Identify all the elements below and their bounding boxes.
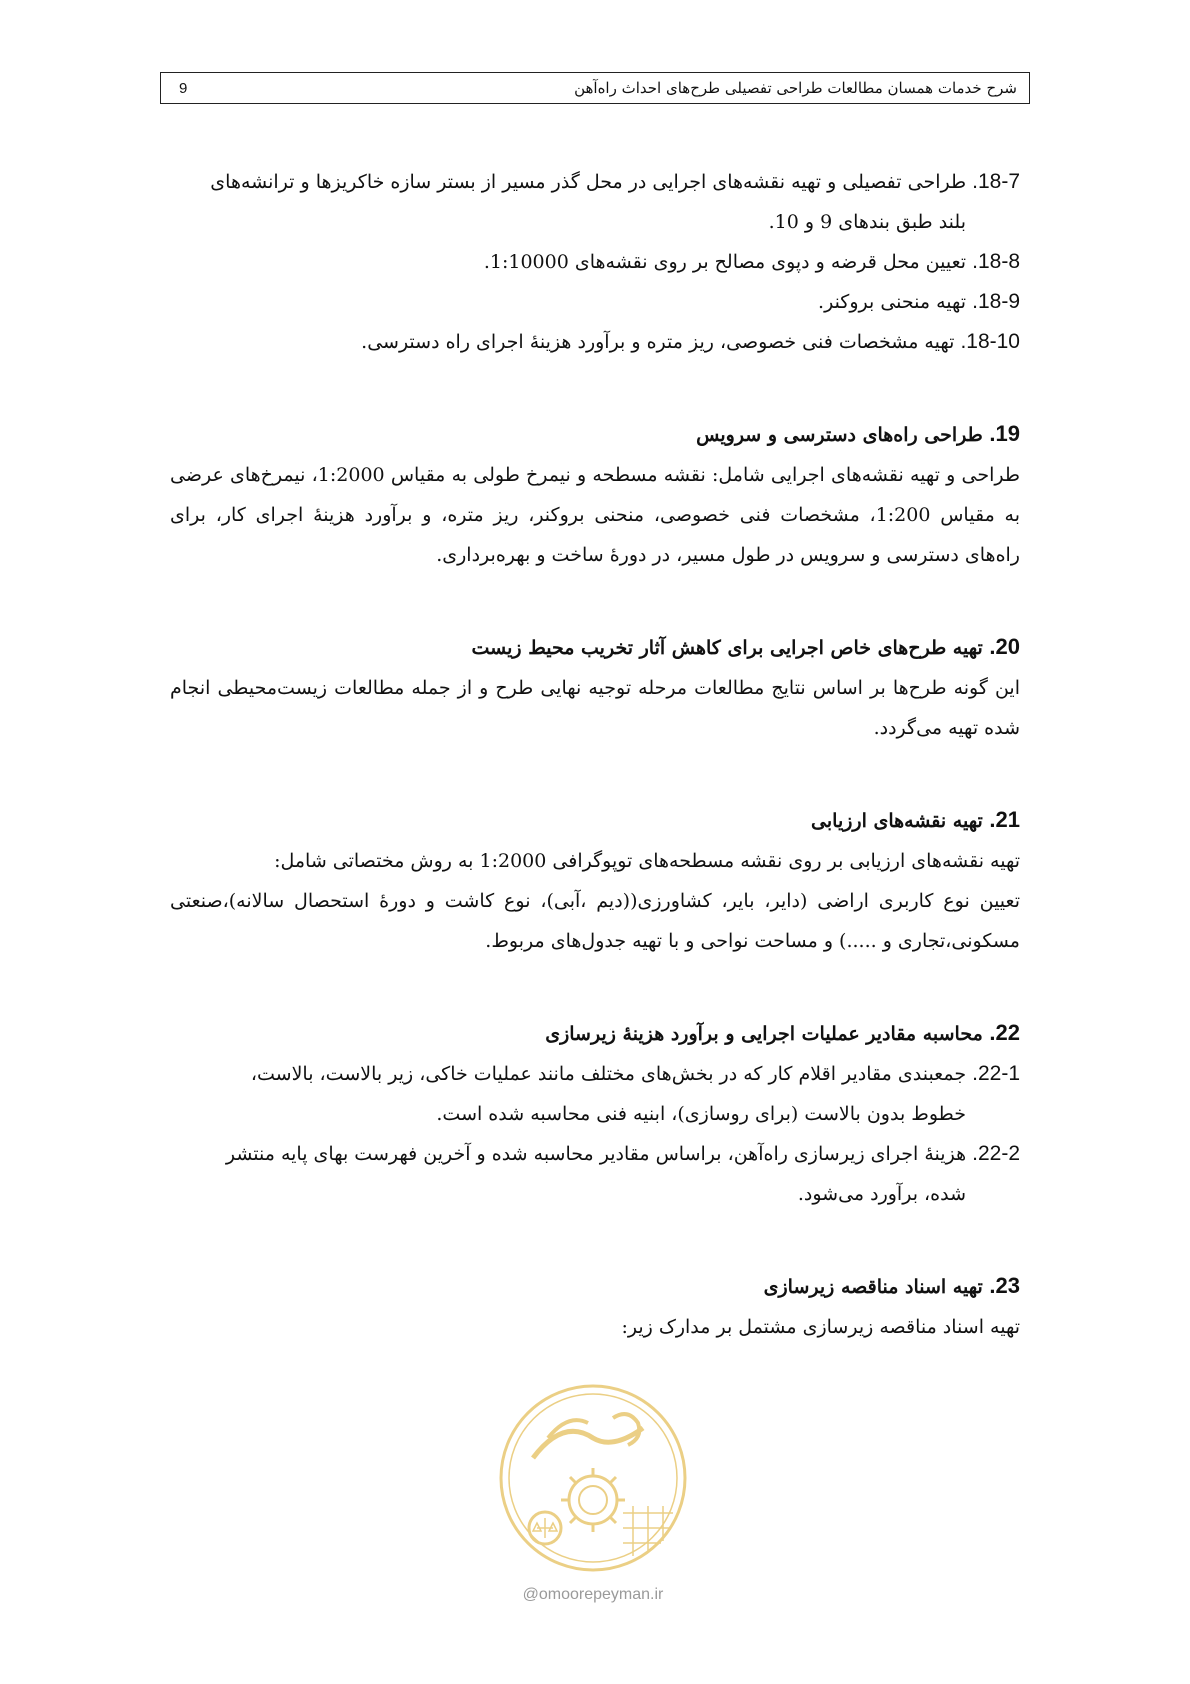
list-item-18-7: 18-7. طراحی تفصیلی و تهیه نقشه‌های اجرایی در محل گذر مسیر از بستر سازه خاکریزها و ترانشه‌های بلند طبق بندهای 9 و 10.: [210, 170, 1020, 233]
list-item-22-2: 22-2. هزینۀ اجرای زیرسازی راه‌آهن، براساس مقادیر محاسبه شده و آخرین فهرست بهای پایه منتشر شده، برآورد می‌شود.: [225, 1142, 1020, 1205]
section-21-body-detail: تعیین نوع کاربری اراضی (دایر، بایر، کشاورزی((دیم ،آبی)، نوع کاشت و دورۀ استحصال سالانه)،صنعتی مسکونی،تجاری و .....) و مساحت نواحی و با تهیه جدول‌های مربوط.: [170, 890, 1020, 952]
list-item-18-8: 18-8. تعیین محل قرضه و دپوی مصالح بر روی نقشه‌های 1:10000.: [483, 250, 1020, 273]
section-22-heading: 22. محاسبه مقادیر عملیات اجرایی و برآورد هزینۀ زیرسازی: [545, 1020, 1020, 1045]
page-header: [160, 72, 1030, 104]
list-item-18-10: 18-10. تهیه مشخصات فنی خصوصی، ریز متره و برآورد هزینۀ اجرای راه دسترسی.: [361, 330, 1020, 353]
section-19-heading: 19. طراحی راه‌های دسترسی و سرویس: [696, 421, 1020, 446]
page-number: 9: [179, 79, 188, 97]
section-20-body: این گونه طرح‌ها بر اساس نتایج مطالعات مرحله توجیه نهایی طرح و از جمله مطالعات زیست‌محیطی انجام شده تهیه می‌گردد.: [170, 677, 1020, 739]
section-21-body-intro: تهیه نقشه‌های ارزیابی بر روی نقشه مسطحه‌های توپوگرافی 1:2000 به روش مختصاتی شامل:: [274, 850, 1020, 872]
section-19-body: طراحی و تهیه نقشه‌های اجرایی شامل: نقشه مسطحه و نیمرخ طولی به مقیاس 1:2000، نیمرخ‌های عرضی به مقیاس 1:200، مشخصات فنی خصوصی، منحنی بروکنر، ریز متره، و برآورد هزینۀ اجرای کار، برای راه‌های دسترسی و سرویس در طول مسیر، در دورۀ ساخت و بهره‌برداری.: [170, 464, 1021, 566]
document-title: شرح خدمات همسان مطالعات طراحی تفصیلی طرح‌های احداث راه‌آهن: [574, 79, 1017, 97]
list-item-22-1: 22-1. جمعبندی مقادیر اقلام کار که در بخش‌های مختلف مانند عملیات خاکی، زیر بالاست، بالاست، خطوط بدون بالاست (برای روسازی)، ابنیه فنی محاسبه شده است.: [250, 1062, 1020, 1125]
list-item-18-9: 18-9. تهیه منحنی بروکنر.: [818, 290, 1020, 313]
section-20-heading: 20. تهیه طرح‌های خاص اجرایی برای کاهش آثار تخریب محیط زیست: [471, 634, 1020, 659]
watermark-site: @omoorepeyman.ir: [522, 1586, 664, 1603]
section-21-heading: 21. تهیه نقشه‌های ارزیابی: [811, 807, 1020, 832]
watermark-logo: [493, 1378, 693, 1608]
section-23-body: تهیه اسناد مناقصه زیرسازی مشتمل بر مدارک زیر:: [621, 1316, 1020, 1338]
document-body: [170, 162, 1020, 1347]
section-23-heading: 23. تهیه اسناد مناقصه زیرسازی: [763, 1273, 1020, 1298]
seal-icon: [493, 1378, 693, 1578]
